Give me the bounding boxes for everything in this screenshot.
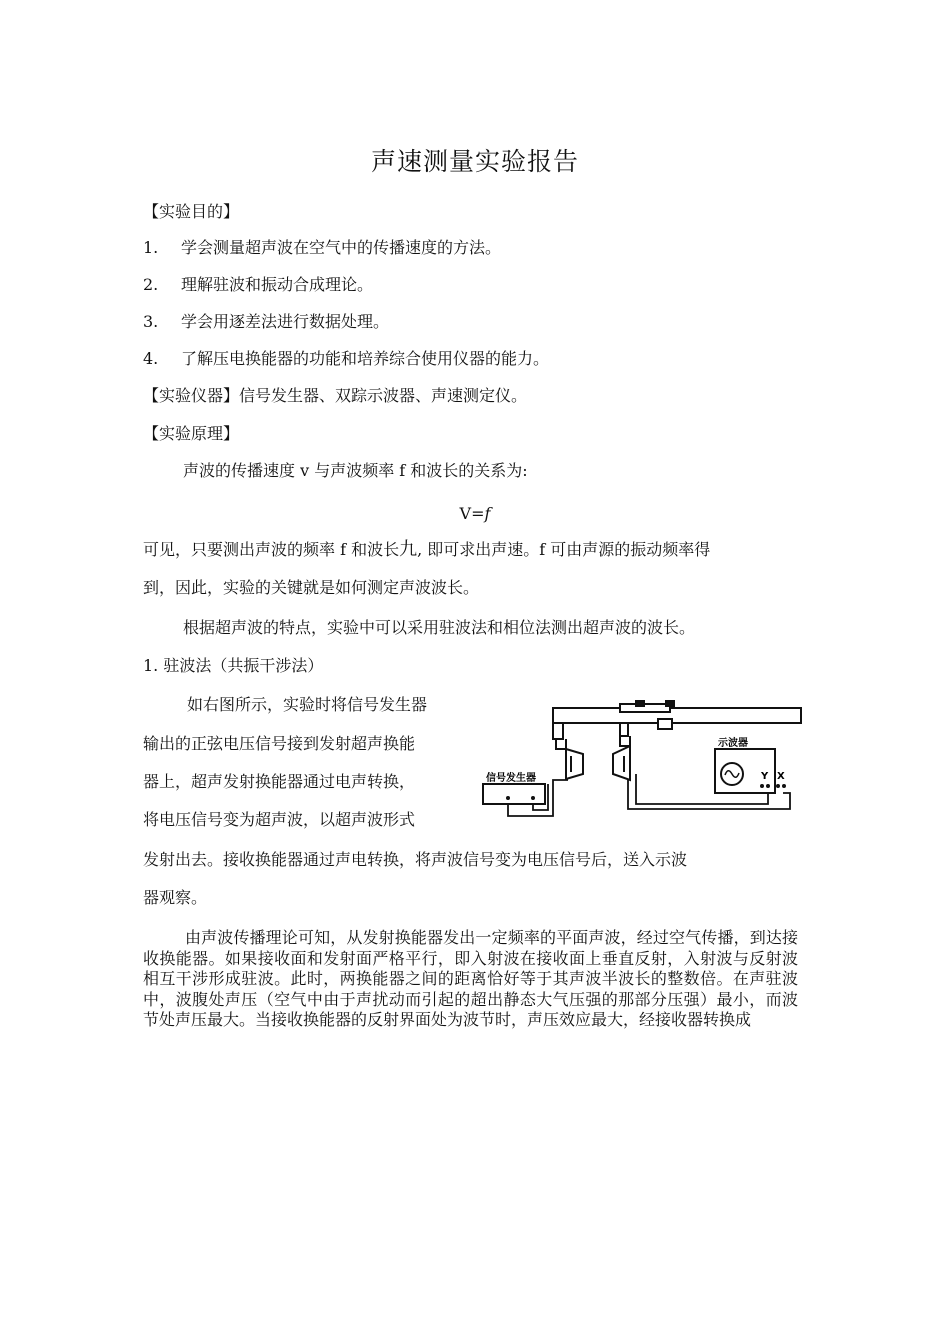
purpose-text: 学会测量超声波在空气中的传播速度的方法。 [181,238,502,257]
method-text-line: 输出的正弦电压信号接到发射超声换能 [143,734,416,753]
method-text-line: 器上，超声发射换能器通过电声转换， [143,772,416,791]
purpose-text: 理解驻波和振动合成理论。 [181,275,374,294]
purpose-item [143,275,373,295]
paragraph-line: 根据超声波的特点，实验中可以采用驻波法和相位法测出超声波的波长。 [183,618,696,637]
method-heading: 1. 驻波法（共振干涉法） [143,656,324,675]
right-support [620,723,628,736]
terminal-dot [782,784,786,788]
principle-intro: 声波的传播速度 v 与声波频率 f 和波长的关系为: [183,461,528,480]
method-text-line: 将电压信号变为超声波，以超声波形式 [143,810,416,829]
terminal-dot [760,784,764,788]
channel-x-label: X [777,771,785,782]
purpose-item [143,349,549,369]
slider-clamp [658,719,672,729]
method-text-line: 发射出去。接收换能器通过声电转换，将声波信号变为电压信号后，送入示波 [143,850,688,869]
paragraph-text: 可见，只要测出声波的频率 f 和波长 [143,540,400,559]
purpose-number: 1. [143,238,159,257]
purpose-item [143,312,389,332]
apparatus-diagram [478,694,808,824]
emitter-transducer [566,749,583,779]
purpose-number: 4. [143,349,159,368]
paragraph-line: 到，因此，实验的关键就是如何测定声波波长。 [143,578,480,597]
lambda-symbol: 九 [399,539,418,560]
purpose-text: 了解压电换能器的功能和培养综合使用仪器的能力。 [181,349,550,368]
slider-knob [666,701,674,706]
paragraph-line [143,540,710,560]
paragraph-text: , 即可求出声速。f 可由声源的振动频率得 [417,540,711,559]
method-text-line: 如右图所示，实验时将信号发生器 [187,695,428,714]
rail-bar [553,708,801,723]
purpose-item [143,238,501,258]
terminal-dot [506,796,510,800]
formula-left: V= [459,504,485,523]
terminal-dot [531,796,535,800]
channel-y-label: Y [761,771,769,782]
method-text-line: 器观察。 [143,888,208,907]
principle-heading: 【实验原理】 [143,424,240,443]
apparatus-text: 信号发生器、双踪示波器、声速测定仪。 [239,386,528,405]
apparatus-heading: 【实验仪器】 [143,386,240,405]
receiver-transducer [613,746,630,780]
purpose-text: 学会用逐差法进行数据处理。 [181,312,390,331]
purpose-number: 3. [143,312,159,331]
apparatus-line [143,386,527,406]
dense-paragraph: 由声波传播理论可知，从发射换能器发出一定频率的平面声波，经过空气传播，到达接收换能器。如果接收面和发射面严格平行，即入射波在接收面上垂直反射，入射波与反射波相互干涉形成驻波。此时，两换能器之间的距离恰好等于其声波半波长的整数倍。在声驻波中，波腹处声压（空气中由于声扰动而引起的超出静态大气压强的那部分压强）最小，而波节处声压最大。当接收换能器的反射界面处为波节时，声压效应最大，经接收器转换成 [143,928,798,1029]
right-stem [620,736,630,746]
purpose-heading: 【实验目的】 [143,202,240,221]
formula-variable: f [484,504,491,523]
slider-knob [636,701,644,706]
left-stem [556,739,566,749]
terminal-dot [776,784,780,788]
formula [0,504,950,524]
signal-generator-box [483,784,545,804]
document-title: 声速测量实验报告 [370,147,579,176]
terminal-dot [766,784,770,788]
purpose-number: 2. [143,275,159,294]
signal-generator-label: 信号发生器 [486,773,536,784]
oscilloscope-label: 示波器 [718,738,748,749]
